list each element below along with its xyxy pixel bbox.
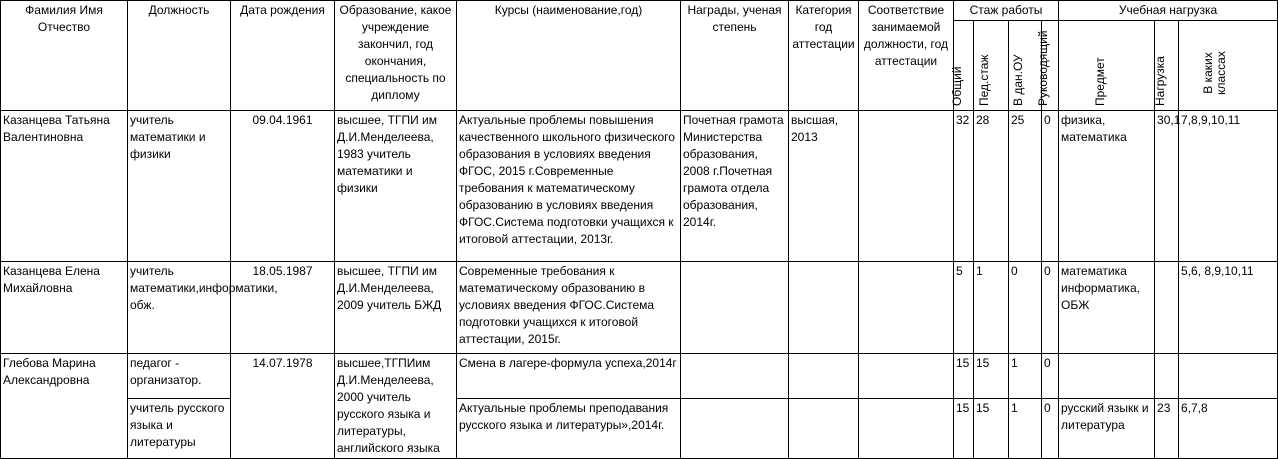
- cell-compliance[interactable]: [859, 399, 954, 459]
- cell-classes[interactable]: 5,6, 8,9,10,11: [1179, 262, 1278, 354]
- cell-birth[interactable]: 09.04.1961: [231, 111, 335, 262]
- header-classes[interactable]: [1179, 21, 1278, 111]
- cell-birth[interactable]: 14.07.1978: [231, 354, 335, 459]
- cell-fio[interactable]: Казанцева Татьяна Валентиновна: [1, 111, 128, 262]
- cell-exp-ou[interactable]: 25: [1009, 111, 1042, 262]
- table-row: [1, 354, 1278, 399]
- cell-load[interactable]: [1155, 262, 1179, 354]
- header-row-top: [1, 1, 1278, 21]
- cell-education[interactable]: высшее,ТГПИим Д.И.Менделеева, 2000 учитель русского языка и литературы, английского языка: [335, 354, 457, 459]
- cell-position[interactable]: педагог - организатор.: [128, 354, 231, 399]
- header-category[interactable]: Категория год аттестации: [789, 1, 859, 111]
- cell-education[interactable]: высшее, ТГПИ им Д.И.Менделеева, 1983 учитель математики и физики: [335, 111, 457, 262]
- cell-exp-ped[interactable]: 15: [974, 354, 1009, 399]
- header-birth[interactable]: Дата рождения: [231, 1, 335, 111]
- cell-courses[interactable]: Актуальные проблемы повышения качественного школьного физического образования в условиях введения ФГОС, 2015 г.Современные требования к математическому образованию в условиях введения ФГОС.Система подготовки учащихся к итоговой аттестации, 2013г.: [457, 111, 681, 262]
- header-subject[interactable]: [1059, 21, 1155, 111]
- cell-exp-head[interactable]: 0: [1042, 399, 1059, 459]
- cell-exp-ou[interactable]: 1: [1009, 354, 1042, 399]
- cell-courses[interactable]: Актуальные проблемы преподавания русского языка и литературы»,2014г.: [457, 399, 681, 459]
- cell-awards[interactable]: [681, 262, 789, 354]
- header-load[interactable]: [1152, 21, 1179, 111]
- header-education[interactable]: Образование, какое учреждение закончил, год окончания, специальность по диплому: [335, 1, 457, 111]
- header-experience-group[interactable]: Стаж работы: [954, 1, 1059, 21]
- cell-fio[interactable]: Казанцева Елена Михайловна: [1, 262, 128, 354]
- header-exp-head-text: Руководящий: [1036, 30, 1050, 106]
- cell-compliance[interactable]: [859, 262, 954, 354]
- table-row: [1, 399, 1278, 459]
- cell-position[interactable]: учитель русского языка и литературы: [128, 399, 231, 459]
- cell-exp-total[interactable]: 15: [954, 399, 974, 459]
- cell-position[interactable]: учитель математики и физики: [128, 111, 231, 262]
- header-subject-text: Предмет: [1092, 57, 1107, 106]
- header-exp-ped-text: Пед.стаж: [977, 54, 991, 106]
- table-row: [1, 262, 1278, 354]
- cell-category[interactable]: [789, 354, 859, 399]
- cell-exp-ou[interactable]: 1: [1009, 399, 1042, 459]
- cell-exp-head[interactable]: 0: [1042, 354, 1059, 399]
- cell-exp-ped[interactable]: 15: [974, 399, 1009, 459]
- cell-subject[interactable]: [1059, 354, 1155, 399]
- cell-classes[interactable]: 6,7,8: [1179, 399, 1278, 459]
- header-position[interactable]: Должность: [128, 1, 231, 111]
- cell-birth[interactable]: 18.05.1987: [231, 262, 335, 354]
- cell-load[interactable]: [1155, 354, 1179, 399]
- cell-awards[interactable]: [681, 399, 789, 459]
- cell-classes[interactable]: 7,8,9,10,11: [1179, 111, 1278, 262]
- cell-subject[interactable]: математика информатика, ОБЖ: [1059, 262, 1155, 354]
- cell-load[interactable]: 30,1: [1155, 111, 1179, 262]
- cell-compliance[interactable]: [859, 354, 954, 399]
- cell-courses[interactable]: Смена в лагере-формула успеха,2014г: [457, 354, 681, 399]
- cell-category[interactable]: [789, 399, 859, 459]
- header-compliance[interactable]: Соответствие занимаемой должности, год аттестации: [859, 1, 954, 111]
- header-exp-head[interactable]: [1036, 21, 1059, 111]
- cell-exp-head[interactable]: 0: [1042, 262, 1059, 354]
- cell-exp-total[interactable]: 5: [954, 262, 974, 354]
- cell-exp-ped[interactable]: 1: [974, 262, 1009, 354]
- cell-exp-total[interactable]: 32: [954, 111, 974, 262]
- header-exp-ou-text: В дан.ОУ: [1011, 54, 1025, 106]
- cell-awards[interactable]: Почетная грамота Министерства образования, 2008 г.Почетная грамота отдела образования, 2014г.: [681, 111, 789, 262]
- cell-compliance[interactable]: [859, 111, 954, 262]
- header-load-text: Нагрузка: [1152, 56, 1167, 106]
- header-fio[interactable]: Фамилия Имя Отчество: [1, 1, 128, 111]
- cell-exp-head[interactable]: 0: [1042, 111, 1059, 262]
- header-exp-total[interactable]: [949, 21, 974, 111]
- header-exp-ped[interactable]: [974, 21, 1009, 111]
- cell-category[interactable]: высшая, 2013: [789, 111, 859, 262]
- cell-position[interactable]: учитель математики,информатики, обж.: [128, 262, 231, 354]
- header-awards[interactable]: Награды, ученая степень: [681, 1, 789, 111]
- cell-fio[interactable]: Глебова Марина Александровна: [1, 354, 128, 459]
- cell-courses[interactable]: Современные требования к математическому образованию в условиях введения ФГОС.Система подготовки учащихся к итоговой аттестации, 2015г.: [457, 262, 681, 354]
- cell-education[interactable]: высшее, ТГПИ им Д.И.Менделеева, 2009 учитель БЖД: [335, 262, 457, 354]
- header-load-group[interactable]: Учебная нагрузка: [1059, 1, 1278, 21]
- table-row: [1, 111, 1278, 262]
- cell-exp-ped[interactable]: 28: [974, 111, 1009, 262]
- header-courses[interactable]: Курсы (наименование,год): [457, 1, 681, 111]
- cell-classes[interactable]: [1179, 354, 1278, 399]
- cell-exp-ou[interactable]: 0: [1009, 262, 1042, 354]
- header-exp-total-text: Общий: [949, 66, 964, 106]
- cell-exp-total[interactable]: 15: [954, 354, 974, 399]
- cell-subject[interactable]: физика, математика: [1059, 111, 1155, 262]
- cell-load[interactable]: 23: [1155, 399, 1179, 459]
- cell-category[interactable]: [789, 262, 859, 354]
- cell-subject[interactable]: русский языкк и литература: [1059, 399, 1155, 459]
- cell-awards[interactable]: [681, 354, 789, 399]
- header-classes-text: В каких классах: [1201, 51, 1229, 95]
